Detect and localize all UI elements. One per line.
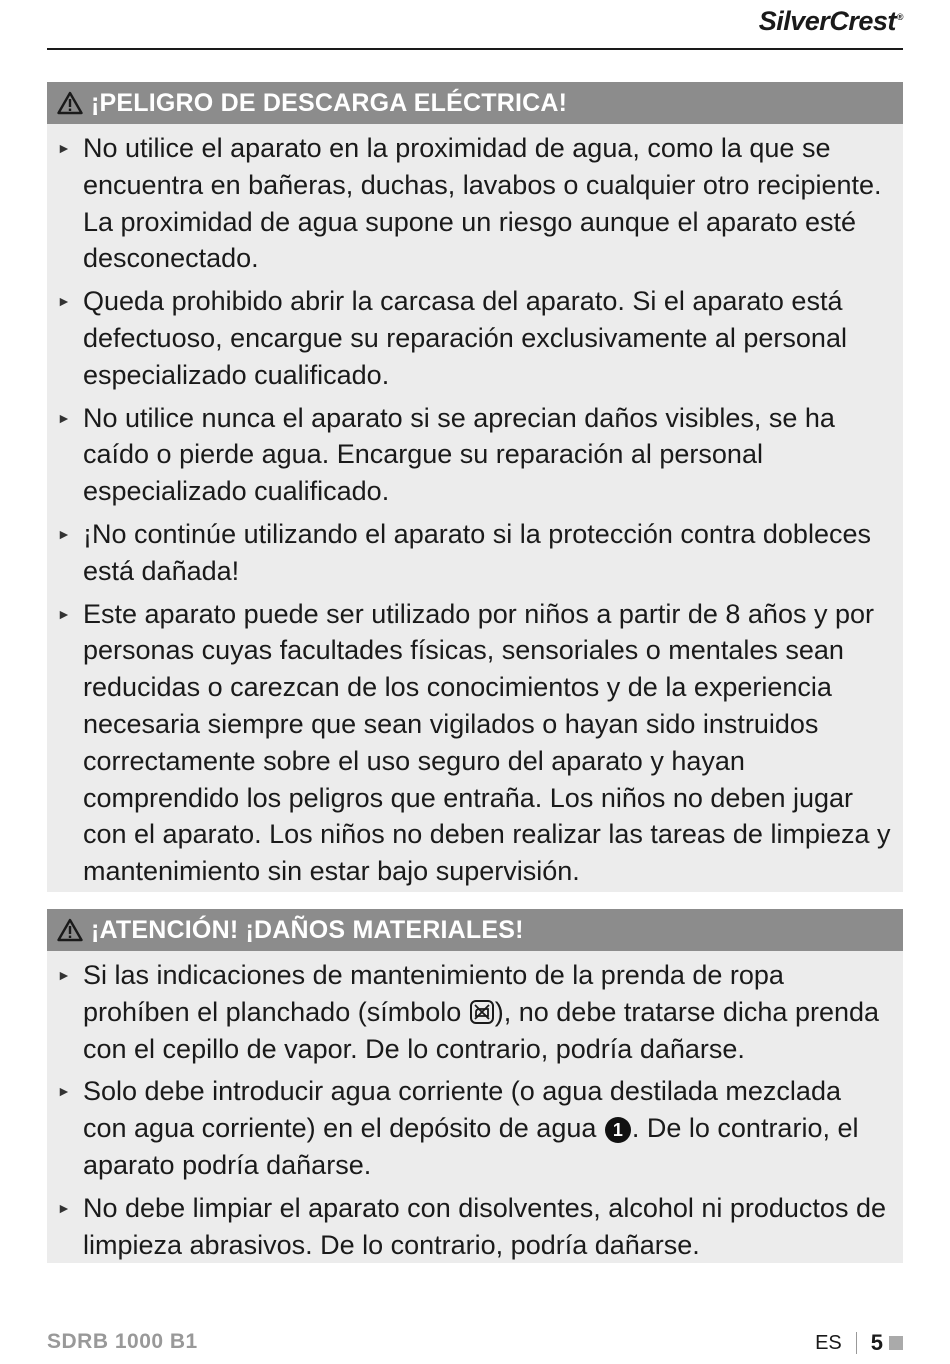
footer-page-info: [815, 1330, 903, 1356]
list-item: ► No utilice el aparato en la proximidad de agua, como la que se encuentra en bañeras, duchas, lavabos o cualquier otro recipiente. La proximidad de agua supone un riesgo aunque el aparato esté desconectado.: [57, 130, 891, 277]
page-number: 5: [870, 1330, 883, 1355]
list-item: ► No debe limpiar el aparato con disolventes, alcohol ni productos de limpieza abrasivos. De lo contrario, podría dañarse.: [57, 1190, 891, 1264]
no-ironing-symbol-icon: [470, 1000, 494, 1024]
bullet-arrow-icon: [57, 957, 83, 1067]
bullet-arrow-icon: [57, 1073, 83, 1183]
bullet-arrow-icon: [57, 1190, 83, 1264]
warning-triangle-icon: [57, 91, 83, 115]
warning-triangle-icon: [57, 918, 83, 942]
bullet-arrow-icon: [57, 596, 83, 890]
warning-list: [47, 124, 903, 890]
bullet-arrow-icon: [57, 130, 83, 277]
section-title: ¡PELIGRO DE DESCARGA ELÉCTRICA!: [47, 82, 903, 124]
part-number-badge: 1: [605, 1117, 631, 1143]
page-header: [47, 0, 903, 50]
list-item: ► Este aparato puede ser utilizado por niños a partir de 8 años y por personas cuyas facultades físicas, sensoriales o mentales sean reducidas o carezcan de los conocimientos y de la experiencia necesaria siempre que sean vigilados o hayan sido instruidos correctamente sobre el uso seguro del aparato y hayan comprendido los peligros que entraña. Los niños no deben jugar con el aparato. Los niños no deben realizar las tareas de limpieza y mantenimiento sin estar bajo supervisión.: [57, 596, 891, 890]
section-title: ¡ATENCIÓN! ¡DAÑOS MATERIALES!: [47, 909, 903, 951]
brand-logo: SilverCrest®: [758, 6, 903, 36]
warning-list: [47, 951, 903, 1263]
list-item: ► Queda prohibido abrir la carcasa del aparato. Si el aparato está defectuoso, encargue su reparación exclusivamente al personal especializado cualificado.: [57, 283, 891, 393]
electric-shock-warning-section: [47, 82, 903, 892]
square-marker-icon: [889, 1336, 903, 1350]
bullet-arrow-icon: [57, 283, 83, 393]
bullet-arrow-icon: [57, 516, 83, 590]
material-damage-warning-section: [47, 909, 903, 1263]
list-item: ► ¡No continúe utilizando el aparato si la protección contra dobleces está dañada!: [57, 516, 891, 590]
footer-divider: [856, 1332, 857, 1354]
footer-model-number: SDRB 1000 B1: [47, 1330, 198, 1353]
footer-language: ES: [815, 1331, 842, 1354]
list-item: ► Si las indicaciones de mantenimiento de la prenda de ropa prohíben el planchado (símbolo ), no debe tratarse dicha prenda con el cepillo de vapor. De lo contrario, podría dañarse.: [57, 957, 891, 1067]
list-item: ► No utilice nunca el aparato si se aprecian daños visibles, se ha caído o pierde agua. Encargue su reparación al personal especializado cualificado.: [57, 400, 891, 510]
list-item: ► Solo debe introducir agua corriente (o agua destilada mezclada con agua corriente) en el depósito de agua 1 . De lo contrario, el aparato podría dañarse.: [57, 1073, 891, 1183]
bullet-arrow-icon: [57, 400, 83, 510]
